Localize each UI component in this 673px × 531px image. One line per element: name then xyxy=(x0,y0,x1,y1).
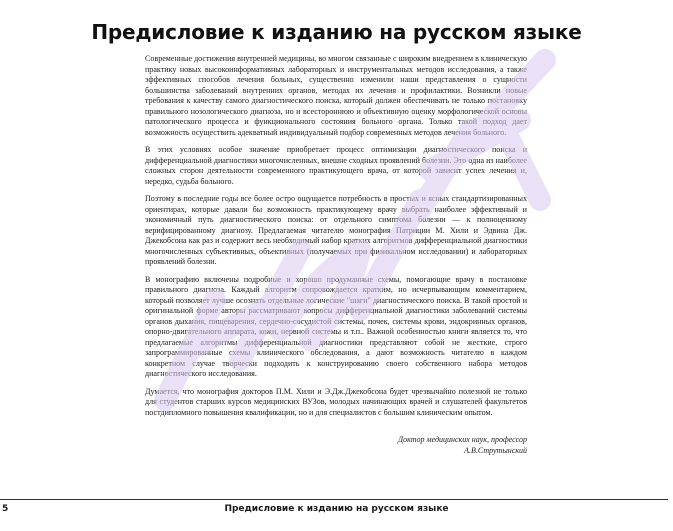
footer-divider xyxy=(0,499,668,500)
page-number: 5 xyxy=(2,504,9,514)
paragraph: Поэтому в последние годы все более остро ощущается потребность в простых и ясных стандартизированных ориентирах, которые давали бы возможность практикующему врачу выбрать наиболее эффективный и экономичный путь диагностического поиска: от отдельного симптома болезни — к полноценному верифицированному диагнозу. Предлагаемая читателю монография Патриции М. Хили и Эдвина Дж. Джекобсона как раз и содержит весь необходимый набор кратких алгоритмов дифференциальной диагностики многочисленных субъективных, объективных (получаемых при физикальном исследовании) и лабораторных проявлений болезни. xyxy=(145,194,527,266)
running-head: Предисловие к изданию на русском языке xyxy=(224,504,449,514)
document-body xyxy=(145,54,527,425)
paragraph: В монографию включены подробные и хорошо продуманные схемы, помогающие врачу в постановке правильного диагноза. Каждый алгоритм сопровождается кратким, но исчерпывающим комментарием, который позволяет лучше осознать отдельные логические "шаги" диагностического поиска. В такой простой и оригинальной форме авторы рассматривают вопросы дифференциальной диагностики заболеваний системы органов дыхания, пищеварения, сердечно-сосудистой системы, почек, системы крови, эндокринных органов, опорно-двигательного аппарата, кожи, нервной системы и т.п.. Важной особенностью книги является то, что предлагаемые алгоритмы дифференциальной диагностики представляют собой не жесткие, строго запрограммированные схемы клинического обследования, а дают возможность читателю в каждом конкретном случае творчески подходить к конструированию своего собственного набора методов диагностического исследования. xyxy=(145,274,527,378)
paragraph: В этих условиях особое значение приобретает процесс оптимизации диагностического поиска и дифференциальной диагностики многочисленных, внешне сходных проявлений болезни. Это одна из наиболее сложных сторон деятельности современного практикующего врача, от которой зависит успех лечения и, нередко, судьба больного. xyxy=(145,145,527,186)
paragraph: Думается, что монография докторов П.М. Хили и Э.Дж.Джекобсона будет чрезвычайно полезной не только для студентов старших курсов медицинских ВУЗов, молодых начинающих врачей и слушателей факультетов постдипломного повышения квалификации, но и для специалистов с большим клиническим опытом. xyxy=(145,386,527,417)
signature-title: Доктор медицинских наук, профессор xyxy=(397,435,527,444)
signature-name: А.В.Струтынский xyxy=(464,445,527,455)
paragraph: Современные достижения внутренней медицины, во многом связанные с широким внедрением в клиническую практику новых высокоинформативных лабораторных и инструментальных методов исследования, а также эффективных способов лечения больных, существенно изменили наши представления о сущности большинства заболеваний внутренних органов, методах их лечения и профилактики. Возникли новые требования к качеству самого диагностического поиска, который должен обеспечивать не только постановку правильного нозологического диагноза, но и всестороннюю и объективную оценку морфологической основы патологического процесса и функционального состояния больного органа. Только такой подход дает возможность осуществить адекватный индивидуальный подбор современных методов лечения больного. xyxy=(145,54,527,137)
signature xyxy=(330,435,527,456)
page-title: Предисловие к изданию на русском языке xyxy=(91,20,582,44)
